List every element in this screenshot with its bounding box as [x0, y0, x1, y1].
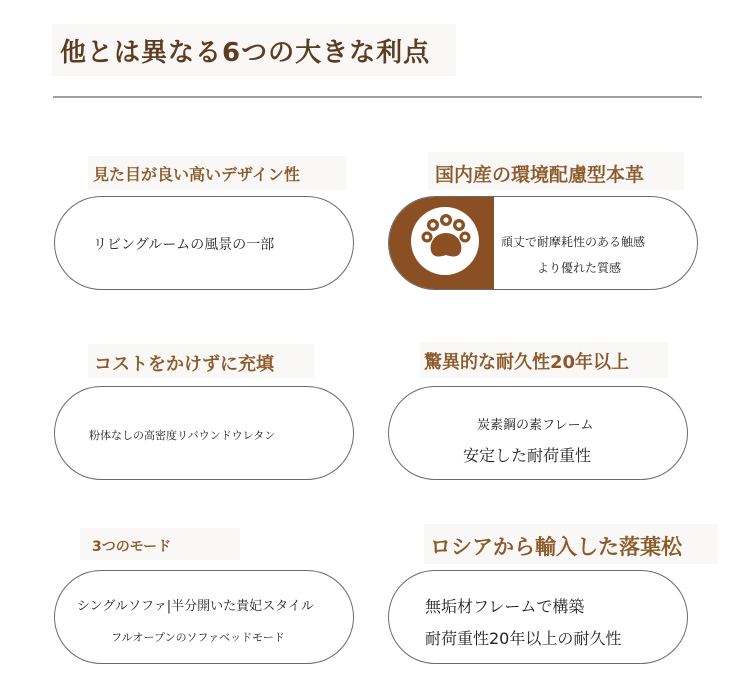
feature-title: 3つのモード — [92, 539, 172, 555]
feature-pill — [54, 386, 354, 480]
feature-pill — [54, 196, 354, 290]
feature-title: 国内産の環境配慮型本革 — [435, 164, 645, 186]
feature-pill — [388, 570, 688, 664]
feature-pill — [388, 386, 688, 480]
feature-line: 炭素鋼の素フレーム — [477, 418, 594, 433]
feature-title: 驚異的な耐久性20年以上 — [424, 352, 630, 373]
feature-title: ロシアから輸入した落葉松 — [430, 535, 682, 559]
feature-line: 粉体なしの高密度リバウンドウレタン — [89, 429, 276, 442]
paw-icon — [415, 209, 477, 271]
feature-line: シングルソファ|半分開いた貴妃スタイル — [77, 599, 314, 614]
feature-line: より優れた質感 — [537, 261, 622, 275]
feature-pill — [388, 196, 698, 290]
feature-title: 見た目が良い高いデザイン性 — [93, 165, 300, 184]
feature-line: フルオープンのソファベッドモード — [111, 631, 285, 644]
feature-line: 安定した耐荷重性 — [463, 446, 592, 465]
feature-line: 耐荷重性20年以上の耐久性 — [425, 629, 622, 648]
feature-line: 頑丈で耐摩耗性のある触感 — [501, 235, 646, 249]
feature-title: コストをかけずに充填 — [94, 354, 274, 375]
feature-line: 無垢材フレームで構築 — [425, 597, 585, 616]
feature-line: リビングルームの風景の一部 — [93, 237, 275, 253]
divider — [53, 96, 702, 98]
feature-pill — [54, 570, 354, 664]
badge — [389, 197, 494, 289]
page-title: 他とは異なる6つの大きな利点 — [60, 38, 431, 68]
